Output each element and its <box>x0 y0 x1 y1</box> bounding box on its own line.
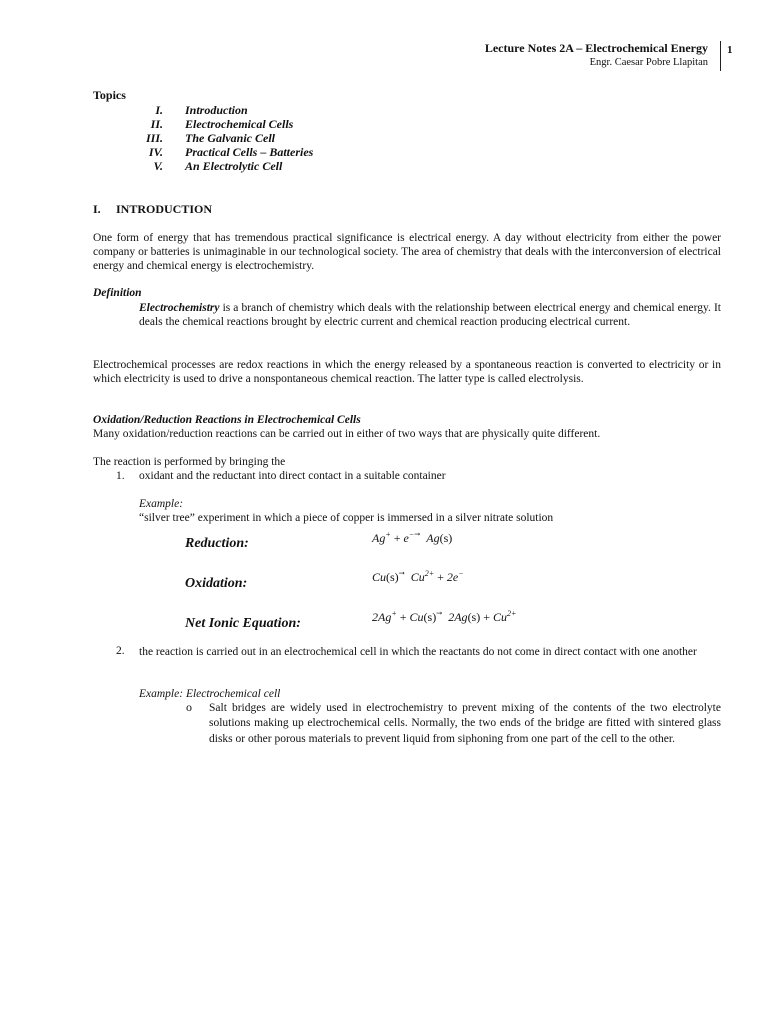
bullet-text: Salt bridges are widely used in electrochemistry to prevent mixing of the contents of the two electrolyte solutions making up electrochemical cells. Normally, the two ends of the bridge are fitted with sintered glass disks or other porous materials to prevent liquid from siphoning from one part of the cell to the other. <box>209 702 721 745</box>
eq-term: Cu <box>410 570 425 584</box>
eq-term: Cu <box>372 570 387 584</box>
definition-term: Electrochemistry <box>139 302 220 314</box>
eq-term: e <box>403 531 409 545</box>
redox-paragraph: Many oxidation/reduction reactions can be carried out in either of two ways that are physically quite different. <box>93 428 601 440</box>
redox-heading: Oxidation/Reduction Reactions in Electrochemical Cells <box>93 414 361 426</box>
eq-plus: + <box>396 610 410 624</box>
net-ionic-equation <box>372 609 516 625</box>
reduction-equation <box>372 530 452 546</box>
topic-label: Practical Cells – Batteries <box>185 145 314 159</box>
header-title: Lecture Notes 2A – Electrochemical Energy <box>484 41 708 55</box>
topic-number: IV. <box>148 145 163 159</box>
bullet-marker: o <box>186 700 192 714</box>
list-item-text: oxidant and the reductant into direct contact in a suitable container <box>139 470 446 482</box>
list-item-text: the reaction is carried out in an electrochemical cell in which the reactants do not come in direct contact with one another <box>139 646 697 658</box>
eq-term: 2Ag <box>448 610 468 624</box>
list-item-number: 2. <box>116 645 125 657</box>
eq-state: (s) <box>439 531 453 545</box>
topic-number: II. <box>150 117 163 131</box>
topic-number: V. <box>153 159 163 173</box>
eq-term: Cu <box>409 610 424 624</box>
eq-state: (s) <box>386 570 399 584</box>
eq-state: (s) <box>423 610 437 624</box>
example-label: Example: <box>139 498 184 510</box>
eq-plus: + <box>480 610 494 624</box>
topic-label: Electrochemical Cells <box>185 117 294 131</box>
eq-plus: + <box>390 531 404 545</box>
section-title: INTRODUCTION <box>116 202 213 216</box>
eq-charge: − <box>408 530 415 539</box>
eq-term: Ag <box>372 531 386 545</box>
eq-state: (s) <box>467 610 481 624</box>
eq-term: 2e <box>446 570 459 584</box>
eq-term: 2Ag <box>372 610 392 624</box>
eq-term: Cu <box>493 610 508 624</box>
page-number: 1 <box>727 44 733 56</box>
oxidation-label: Oxidation: <box>185 576 248 591</box>
eq-plus: + <box>434 570 447 584</box>
header-author: Engr. Caesar Pobre Llapitan <box>589 57 708 68</box>
eq-charge: + <box>385 530 391 539</box>
topics-heading: Topics <box>93 88 126 102</box>
eq-charge: 2+ <box>507 609 517 618</box>
list-item-number: 1. <box>116 470 125 482</box>
definition-paragraph <box>139 301 721 329</box>
example-text: “silver tree” experiment in which a piece of copper is immersed in a silver nitrate solution <box>139 512 554 524</box>
eq-charge: − <box>458 569 464 578</box>
topic-label: An Electrolytic Cell <box>185 159 283 173</box>
oxidation-equation <box>372 569 464 585</box>
eq-term: Ag <box>426 531 440 545</box>
processes-paragraph: Electrochemical processes are redox reactions in which the energy released by a spontaneous reaction is converted to electricity or in which electricity is used to drive a nonspontaneous chemical reaction. The latter type is called electrolysis. <box>93 359 721 386</box>
reduction-label: Reduction: <box>185 536 249 551</box>
section-number: I. <box>93 202 101 216</box>
topic-label: Introduction <box>185 103 248 117</box>
eq-charge: 2+ <box>424 569 435 578</box>
intro-paragraph: One form of energy that has tremendous practical significance is electrical energy. A day without electricity from either the power company or batteries is unimaginable in our technological society. The area of chemistry that deals with the interconversion of electrical energy and chemical energy is electrochemistry. <box>93 232 721 273</box>
eq-charge: + <box>391 609 397 618</box>
topic-number: III. <box>145 131 163 145</box>
topic-number: I. <box>155 103 163 117</box>
performed-intro: The reaction is performed by bringing the <box>93 456 286 468</box>
net-ionic-label: Net Ionic Equation: <box>185 616 301 631</box>
running-header <box>485 41 708 70</box>
header-divider <box>720 41 721 71</box>
definition-heading: Definition <box>93 287 142 299</box>
topic-label: The Galvanic Cell <box>185 131 275 145</box>
example-label: Example: Electrochemical cell <box>139 688 281 700</box>
definition-text: is a branch of chemistry which deals with the relationship between electrical energy and chemical energy. It deals the chemical reactions brought by electric current and chemical reaction producing electrical current. <box>139 302 721 329</box>
